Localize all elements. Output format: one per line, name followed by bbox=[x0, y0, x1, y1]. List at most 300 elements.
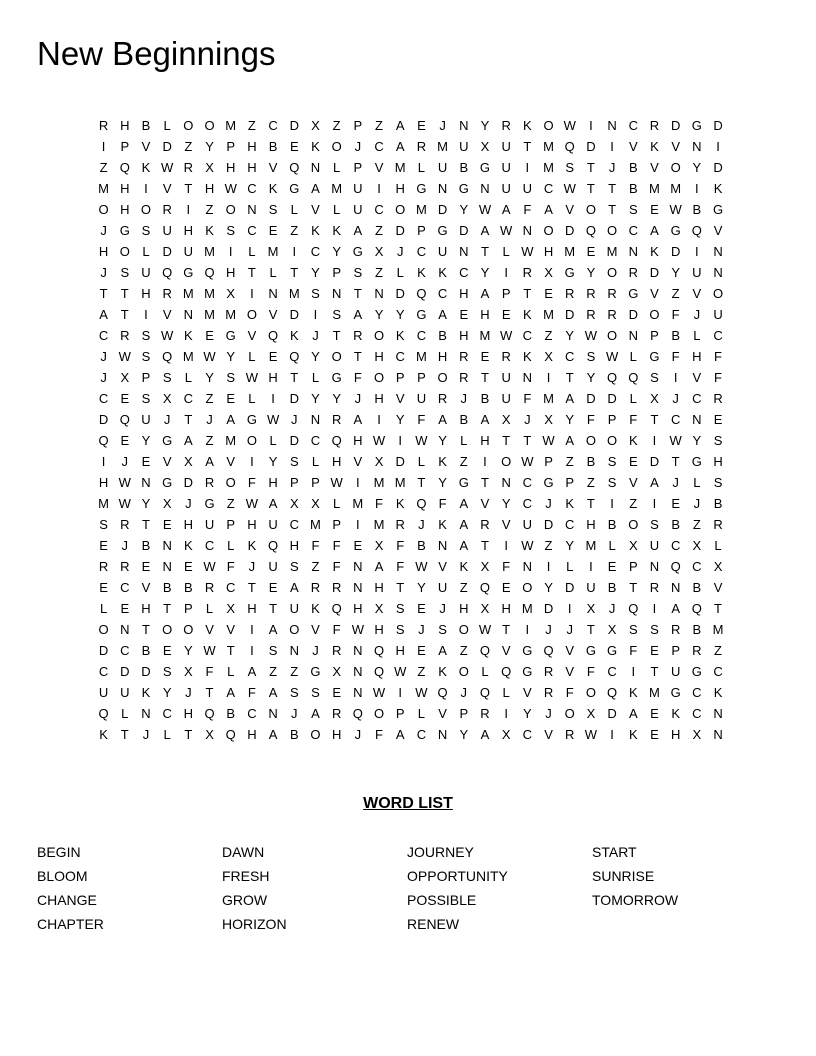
grid-cell: Q bbox=[607, 370, 618, 385]
grid-cell: F bbox=[523, 391, 532, 406]
grid-cell: N bbox=[162, 538, 172, 553]
grid-cell: U bbox=[586, 580, 596, 595]
grid-cell: M bbox=[352, 496, 364, 511]
grid-cell: I bbox=[101, 139, 106, 154]
grid-cell: Q bbox=[543, 643, 554, 658]
grid-cell: W bbox=[415, 685, 428, 700]
grid-cell: H bbox=[247, 160, 257, 175]
grid-cell: M bbox=[225, 433, 237, 448]
grid-cell: V bbox=[501, 643, 511, 658]
grid-cell: S bbox=[99, 517, 108, 532]
grid-cell: Z bbox=[692, 517, 701, 532]
grid-cell: J bbox=[460, 685, 468, 700]
grid-cell: C bbox=[98, 664, 109, 679]
grid-cell: D bbox=[565, 580, 575, 595]
grid-cell: Q bbox=[607, 685, 618, 700]
grid-cell: J bbox=[354, 727, 362, 742]
grid-cell: Y bbox=[141, 433, 151, 448]
grid-cell: P bbox=[289, 475, 299, 490]
grid-cell: Y bbox=[332, 244, 341, 259]
grid-cell: R bbox=[120, 328, 130, 343]
grid-cell: X bbox=[311, 496, 320, 511]
grid-cell: E bbox=[628, 454, 638, 469]
grid-cell: W bbox=[500, 328, 513, 343]
grid-cell: K bbox=[332, 223, 341, 238]
grid-cell: H bbox=[374, 349, 384, 364]
grid-cell: Y bbox=[226, 349, 236, 364]
grid-cell: H bbox=[480, 307, 490, 322]
grid-cell: M bbox=[394, 160, 406, 175]
grid-cell: O bbox=[564, 706, 575, 721]
grid-cell: X bbox=[544, 412, 553, 427]
grid-cell: M bbox=[415, 202, 427, 217]
grid-cell: N bbox=[713, 727, 723, 742]
grid-cell: D bbox=[141, 664, 151, 679]
grid-cell: W bbox=[245, 370, 259, 385]
grid-cell: S bbox=[713, 433, 723, 448]
grid-cell: M bbox=[373, 475, 385, 490]
grid-cell: I bbox=[610, 496, 614, 511]
grid-cell: I bbox=[398, 685, 403, 700]
grid-cell: M bbox=[585, 538, 597, 553]
grid-cell: F bbox=[353, 370, 362, 385]
grid-cell: U bbox=[713, 307, 723, 322]
grid-cell: D bbox=[98, 643, 109, 658]
grid-cell: N bbox=[183, 307, 194, 322]
grid-cell: K bbox=[99, 727, 108, 742]
grid-cell: I bbox=[377, 181, 381, 196]
grid-cell: J bbox=[206, 412, 213, 427]
grid-cell: Q bbox=[628, 370, 639, 385]
grid-cell: F bbox=[523, 202, 532, 217]
grid-cell: J bbox=[142, 727, 150, 742]
grid-cell: Q bbox=[479, 685, 491, 700]
grid-cell: C bbox=[713, 664, 723, 679]
grid-cell: A bbox=[374, 559, 384, 574]
grid-cell: M bbox=[712, 622, 724, 637]
grid-cell: V bbox=[565, 643, 575, 658]
grid-cell: P bbox=[311, 475, 320, 490]
grid-cell: O bbox=[331, 349, 342, 364]
grid-cell: D bbox=[649, 265, 660, 280]
grid-cell: O bbox=[543, 118, 554, 133]
grid-cell: G bbox=[649, 349, 660, 364]
grid-cell: M bbox=[543, 391, 554, 406]
grid-cell: C bbox=[120, 643, 130, 658]
grid-cell: V bbox=[226, 454, 236, 469]
grid-row bbox=[93, 703, 729, 724]
grid-cell: V bbox=[650, 286, 659, 301]
grid-cell: F bbox=[226, 559, 235, 574]
grid-cell: R bbox=[162, 202, 172, 217]
grid-cell: K bbox=[311, 223, 320, 238]
grid-cell: L bbox=[163, 118, 171, 133]
grid-cell: E bbox=[268, 349, 278, 364]
grid-cell: I bbox=[716, 139, 720, 154]
grid-cell: H bbox=[331, 727, 342, 742]
grid-cell: O bbox=[585, 433, 596, 448]
grid-cell: B bbox=[692, 202, 702, 217]
grid-cell: H bbox=[459, 328, 469, 343]
grid-cell: Y bbox=[374, 307, 384, 322]
grid-cell: C bbox=[120, 580, 130, 595]
grid-cell: X bbox=[332, 664, 341, 679]
grid-cell: E bbox=[141, 454, 151, 469]
grid-cell: V bbox=[671, 139, 680, 154]
grid-cell: W bbox=[330, 475, 343, 490]
grid-cell: T bbox=[141, 622, 150, 637]
grid-cell: C bbox=[522, 328, 533, 343]
grid-cell: L bbox=[502, 685, 510, 700]
grid-cell: X bbox=[162, 496, 172, 511]
grid-cell: N bbox=[459, 244, 469, 259]
grid-cell: N bbox=[353, 643, 363, 658]
grid-cell: A bbox=[628, 706, 638, 721]
grid-cell: H bbox=[543, 244, 554, 259]
grid-cell: T bbox=[650, 664, 659, 679]
grid-cell: S bbox=[289, 685, 299, 700]
grid-cell: I bbox=[525, 160, 530, 175]
grid-cell: Q bbox=[585, 223, 596, 238]
grid-cell: M bbox=[373, 517, 385, 532]
grid-cell: N bbox=[141, 706, 151, 721]
grid-cell: B bbox=[141, 643, 151, 658]
grid-cell: N bbox=[692, 139, 702, 154]
grid-row bbox=[93, 724, 729, 745]
grid-cell: H bbox=[374, 580, 384, 595]
grid-cell: K bbox=[713, 181, 723, 196]
grid-cell: C bbox=[374, 139, 384, 154]
grid-cell: B bbox=[289, 727, 299, 742]
grid-cell: T bbox=[480, 370, 489, 385]
grid-cell: P bbox=[395, 706, 405, 721]
grid-cell: G bbox=[607, 643, 618, 658]
grid-cell: Y bbox=[480, 118, 490, 133]
grid-cell: O bbox=[712, 286, 724, 301]
grid-cell: M bbox=[288, 286, 300, 301]
grid-cell: T bbox=[629, 580, 638, 595]
grid-cell: L bbox=[417, 454, 426, 469]
word-list-item: FRESH bbox=[222, 868, 270, 884]
grid-cell: C bbox=[522, 496, 533, 511]
grid-cell: R bbox=[713, 517, 723, 532]
grid-cell: J bbox=[693, 307, 701, 322]
grid-cell: K bbox=[713, 685, 723, 700]
grid-cell: E bbox=[713, 412, 723, 427]
grid-cell: N bbox=[353, 664, 363, 679]
grid-cell: P bbox=[671, 643, 680, 658]
grid-cell: J bbox=[439, 118, 446, 133]
grid-cell: P bbox=[501, 286, 511, 301]
grid-cell: O bbox=[649, 307, 660, 322]
grid-cell: S bbox=[141, 349, 151, 364]
grid-cell: M bbox=[564, 244, 576, 259]
grid-cell: L bbox=[693, 475, 701, 490]
grid-cell: V bbox=[268, 160, 278, 175]
grid-cell: U bbox=[670, 664, 681, 679]
grid-cell: L bbox=[311, 454, 320, 469]
grid-cell: F bbox=[629, 412, 638, 427]
grid-cell: H bbox=[98, 244, 109, 259]
grid-cell: G bbox=[310, 664, 321, 679]
grid-cell: C bbox=[692, 391, 702, 406]
grid-cell: J bbox=[460, 391, 468, 406]
grid-cell: C bbox=[416, 328, 427, 343]
grid-cell: I bbox=[673, 370, 678, 385]
grid-cell: Q bbox=[564, 139, 575, 154]
grid-cell: H bbox=[692, 349, 702, 364]
word-list-item: BEGIN bbox=[37, 844, 81, 860]
grid-cell: X bbox=[374, 601, 384, 616]
grid-cell: W bbox=[521, 538, 534, 553]
grid-cell: G bbox=[437, 223, 448, 238]
word-list-item: GROW bbox=[222, 892, 268, 908]
grid-cell: W bbox=[669, 202, 682, 217]
grid-cell: H bbox=[437, 349, 448, 364]
grid-cell: H bbox=[713, 454, 723, 469]
grid-cell: M bbox=[394, 475, 406, 490]
grid-cell: S bbox=[607, 475, 617, 490]
grid-cell: X bbox=[311, 118, 320, 133]
grid-cell: D bbox=[395, 286, 405, 301]
grid-cell: I bbox=[144, 181, 148, 196]
grid-cell: A bbox=[480, 412, 490, 427]
grid-cell: H bbox=[247, 517, 257, 532]
grid-cell: D bbox=[670, 118, 681, 133]
grid-cell: M bbox=[543, 139, 554, 154]
grid-cell: X bbox=[692, 538, 702, 553]
grid-cell: P bbox=[628, 559, 638, 574]
grid-cell: T bbox=[353, 286, 362, 301]
grid-cell: W bbox=[669, 433, 682, 448]
grid-cell: I bbox=[610, 139, 614, 154]
grid-row bbox=[93, 619, 729, 640]
grid-cell: R bbox=[310, 580, 321, 595]
grid-row bbox=[93, 241, 729, 262]
grid-cell: N bbox=[289, 643, 299, 658]
grid-cell: E bbox=[120, 433, 130, 448]
grid-cell: N bbox=[522, 370, 533, 385]
grid-cell: H bbox=[459, 601, 469, 616]
grid-cell: Y bbox=[184, 643, 193, 658]
grid-cell: U bbox=[268, 559, 278, 574]
grid-row bbox=[93, 367, 729, 388]
grid-cell: K bbox=[205, 223, 214, 238]
grid-cell: E bbox=[289, 139, 299, 154]
grid-cell: U bbox=[522, 517, 533, 532]
grid-row bbox=[93, 115, 729, 136]
grid-cell: X bbox=[480, 601, 490, 616]
grid-cell: L bbox=[142, 244, 150, 259]
word-list-column bbox=[592, 840, 777, 936]
grid-cell: K bbox=[628, 433, 638, 448]
grid-cell: R bbox=[120, 517, 130, 532]
grid-row bbox=[93, 451, 729, 472]
grid-cell: M bbox=[204, 286, 215, 301]
grid-cell: Y bbox=[565, 538, 575, 553]
word-list-item: CHAPTER bbox=[37, 916, 104, 932]
grid-cell: I bbox=[228, 244, 233, 259]
grid-cell: W bbox=[478, 202, 492, 217]
grid-cell: R bbox=[586, 286, 596, 301]
grid-cell: N bbox=[437, 181, 448, 196]
grid-cell: G bbox=[564, 265, 575, 280]
grid-cell: Z bbox=[375, 118, 383, 133]
grid-cell: V bbox=[141, 580, 151, 595]
grid-cell: A bbox=[311, 706, 320, 721]
grid-cell: U bbox=[501, 181, 511, 196]
grid-cell: Y bbox=[459, 202, 469, 217]
grid-cell: Y bbox=[311, 265, 320, 280]
grid-cell: C bbox=[289, 517, 299, 532]
grid-cell: C bbox=[204, 538, 215, 553]
grid-cell: A bbox=[268, 496, 278, 511]
grid-row bbox=[93, 220, 729, 241]
grid-cell: O bbox=[140, 202, 152, 217]
grid-cell: H bbox=[395, 643, 405, 658]
grid-cell: O bbox=[607, 265, 618, 280]
grid-cell: J bbox=[121, 454, 129, 469]
grid-cell: T bbox=[523, 139, 532, 154]
grid-cell: C bbox=[310, 433, 321, 448]
grid-cell: I bbox=[356, 517, 360, 532]
grid-cell: N bbox=[692, 412, 702, 427]
grid-cell: V bbox=[713, 580, 723, 595]
grid-cell: R bbox=[565, 727, 575, 742]
grid-cell: S bbox=[628, 622, 638, 637]
grid-cell: P bbox=[607, 412, 617, 427]
grid-cell: Q bbox=[373, 664, 385, 679]
grid-cell: F bbox=[311, 538, 320, 553]
grid-cell: H bbox=[374, 622, 384, 637]
grid-cell: I bbox=[504, 706, 508, 721]
grid-cell: C bbox=[522, 727, 533, 742]
grid-cell: U bbox=[501, 391, 511, 406]
grid-cell: I bbox=[631, 664, 636, 679]
grid-cell: E bbox=[332, 685, 341, 700]
grid-cell: F bbox=[396, 559, 405, 574]
grid-row bbox=[93, 388, 729, 409]
grid-cell: T bbox=[565, 370, 574, 385]
grid-cell: P bbox=[565, 475, 575, 490]
grid-cell: Z bbox=[459, 580, 468, 595]
grid-cell: T bbox=[226, 643, 235, 658]
grid-cell: A bbox=[544, 202, 553, 217]
grid-cell: S bbox=[289, 454, 299, 469]
grid-cell: T bbox=[502, 433, 511, 448]
grid-row bbox=[93, 640, 729, 661]
grid-cell: W bbox=[563, 118, 576, 133]
grid-cell: S bbox=[162, 664, 172, 679]
grid-cell: T bbox=[205, 685, 214, 700]
grid-cell: R bbox=[480, 706, 490, 721]
grid-cell: W bbox=[161, 328, 174, 343]
grid-cell: J bbox=[693, 496, 701, 511]
grid-cell: O bbox=[628, 517, 639, 532]
grid-cell: O bbox=[246, 433, 257, 448]
grid-cell: W bbox=[118, 475, 131, 490]
grid-cell: F bbox=[586, 664, 595, 679]
grid-cell: L bbox=[396, 265, 404, 280]
grid-cell: X bbox=[501, 412, 511, 427]
grid-cell: M bbox=[98, 181, 110, 196]
grid-cell: B bbox=[162, 580, 172, 595]
grid-cell: M bbox=[225, 307, 237, 322]
grid-cell: R bbox=[162, 286, 172, 301]
grid-cell: A bbox=[247, 664, 257, 679]
grid-row bbox=[93, 262, 729, 283]
word-list-item: BLOOM bbox=[37, 868, 88, 884]
grid-cell: T bbox=[714, 601, 722, 616]
grid-cell: N bbox=[713, 706, 723, 721]
grid-cell: X bbox=[650, 391, 659, 406]
grid-cell: N bbox=[501, 475, 511, 490]
grid-cell: R bbox=[331, 412, 342, 427]
grid-cell: Z bbox=[459, 454, 468, 469]
grid-cell: G bbox=[691, 454, 702, 469]
grid-cell: K bbox=[523, 118, 532, 133]
grid-cell: O bbox=[119, 244, 130, 259]
grid-cell: D bbox=[607, 391, 617, 406]
grid-cell: W bbox=[372, 685, 386, 700]
grid-cell: J bbox=[354, 139, 362, 154]
grid-cell: A bbox=[353, 307, 363, 322]
grid-cell: A bbox=[438, 643, 447, 658]
grid-cell: C bbox=[565, 517, 575, 532]
grid-cell: N bbox=[268, 706, 278, 721]
grid-cell: J bbox=[524, 412, 531, 427]
grid-cell: V bbox=[162, 454, 172, 469]
grid-cell: O bbox=[458, 622, 469, 637]
grid-cell: X bbox=[162, 391, 172, 406]
word-list bbox=[37, 840, 797, 936]
grid-cell: Y bbox=[565, 412, 575, 427]
grid-cell: K bbox=[523, 349, 532, 364]
grid-cell: L bbox=[290, 202, 298, 217]
grid-cell: A bbox=[565, 391, 575, 406]
grid-cell: A bbox=[226, 412, 236, 427]
grid-cell: C bbox=[247, 181, 257, 196]
grid-cell: R bbox=[607, 286, 617, 301]
grid-cell: W bbox=[245, 496, 259, 511]
grid-cell: V bbox=[311, 202, 320, 217]
grid-cell: Q bbox=[289, 349, 300, 364]
grid-cell: M bbox=[606, 244, 618, 259]
grid-cell: D bbox=[543, 601, 554, 616]
grid-cell: X bbox=[120, 370, 130, 385]
grid-cell: B bbox=[480, 391, 490, 406]
grid-cell: M bbox=[310, 517, 321, 532]
grid-cell: X bbox=[480, 559, 490, 574]
grid-cell: D bbox=[98, 412, 109, 427]
grid-cell: T bbox=[353, 349, 362, 364]
grid-cell: W bbox=[118, 349, 131, 364]
grid-cell: M bbox=[437, 139, 449, 154]
grid-row bbox=[93, 577, 729, 598]
grid-cell: M bbox=[543, 160, 554, 175]
grid-cell: Y bbox=[395, 412, 405, 427]
grid-cell: H bbox=[247, 139, 257, 154]
grid-cell: J bbox=[566, 622, 573, 637]
grid-cell: B bbox=[586, 454, 596, 469]
grid-cell: Y bbox=[438, 475, 447, 490]
grid-cell: I bbox=[144, 307, 148, 322]
grid-cell: C bbox=[459, 265, 469, 280]
grid-cell: Z bbox=[205, 433, 214, 448]
grid-cell: Z bbox=[544, 538, 553, 553]
grid-row bbox=[93, 661, 729, 682]
grid-cell: Z bbox=[586, 475, 595, 490]
